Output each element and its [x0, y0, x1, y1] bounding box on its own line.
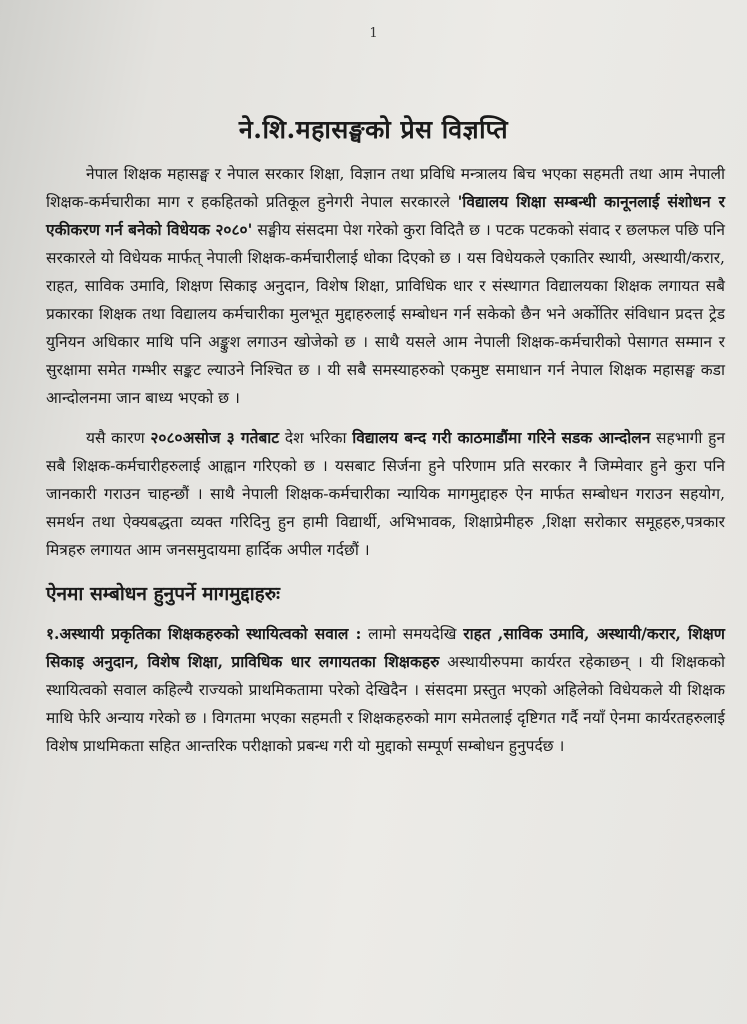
paragraph-call	[46, 424, 725, 564]
demand-item-1-text-2: अस्थायीरुपमा कार्यरत रहेकाछन् । यी शिक्षकको स्थायित्वको सवाल कहिल्यै राज्यको प्राथमिकतामा परेको देखिदैन । संसदमा प्रस्तुत भएको अहिलेको विधेयकले यी शिक्षक माथि फेरि अन्याय गरेको छ । विगतमा भएका सहमती र शिक्षकहरुको माग समेतलाई दृष्टिगत गर्दै नयाँ ऐनमा कार्यरतहरुलाई विशेष प्राथमिकता सहित आन्तरिक परीक्षाको प्रबन्ध गरी यो मुद्दाको सम्पूर्ण सम्बोधन हुनुपर्दछ ।	[46, 653, 725, 755]
demand-item-1-title: १.अस्थायी प्रकृतिका शिक्षकहरुको स्थायित्वको सवाल :	[46, 624, 362, 643]
paragraph-intro	[46, 160, 725, 412]
paragraph-intro-text-2: सङ्घीय संसदमा पेश गरेको कुरा विदितै छ । पटक पटकको संवाद र छलफल पछि पनि सरकारले यो विधेयक मार्फत् नेपाली शिक्षक-कर्मचारीलाई धोका दिएको छ । यस विधेयकले एकातिर स्थायी, अस्थायी/करार, राहत, साविक उमावि, शिक्षण सिकाइ अनुदान, विशेष शिक्षा, प्राविधिक धार र संस्थागत विद्यालयका शिक्षक लगायत सबै प्रकारका शिक्षक तथा विद्यालय कर्मचारीका मुलभूत मुद्दाहरुलाई सम्बोधन गर्न सकेको छैन भने अर्कोतिर संविधान प्रदत्त ट्रेड युनियन अधिकार माथि पनि अङ्कुश लगाउन खोजेको छ । साथै यसले आम नेपाली शिक्षक-कर्मचारीको पेसागत सम्मान र सुरक्षामा समेत गम्भीर सङ्कट ल्याउने निश्चित छ । यी सबै समस्याहरुको एकमुष्ट समाधान गर्न नेपाल शिक्षक महासङ्घ कडा आन्दोलनमा जान बाध्य भएको छ ।	[46, 221, 725, 407]
paragraph-call-text-2: देश भरिका	[279, 429, 353, 447]
demand-item-1-text: लामो समयदेखि	[361, 625, 464, 643]
page-number: 1	[369, 26, 378, 41]
page-title: ने.शि.महासङ्घको प्रेस विज्ञप्ति	[238, 115, 509, 144]
protest-description: विद्यालय बन्द गरी काठमाडौंमा गरिने सडक आन्दोलन	[352, 428, 651, 447]
paragraph-intro-text: नेपाल शिक्षक महासङ्घ र नेपाल सरकार शिक्षा, विज्ञान तथा प्रविधि मन्त्रालय बिच भएका सहमती तथा आम नेपाली शिक्षक-कर्मचारीका माग र हकहितको प्रतिकूल हुनेगरी नेपाल सरकारले	[46, 165, 725, 211]
paragraph-call-text: यसै कारण	[86, 429, 151, 447]
demands-heading: ऐनमा सम्बोधन हुनुपर्ने मागमुद्दाहरुः	[46, 583, 280, 605]
protest-date: २०८०असोज ३ गतेबाट	[150, 428, 280, 447]
bill-title: 'विद्यालय शिक्षा सम्बन्धी कानूनलाई संशोधन र एकीकरण गर्न बनेको विधेयक २०८०'	[46, 192, 725, 239]
document-body	[46, 160, 725, 760]
demand-item-1	[46, 620, 725, 760]
demand-item-1-teacher-types: राहत ,साविक उमावि, अस्थायी/करार, शिक्षण सिकाइ अनुदान, विशेष शिक्षा, प्राविधिक धार लगायतका शिक्षकहरु	[46, 624, 725, 671]
paragraph-call-text-3: सहभागी हुन सबै शिक्षक-कर्मचारीहरुलाई आह्वान गरिएको छ । यसबाट सिर्जना हुने परिणाम प्रति सरकार नै जिम्मेवार हुने कुरा पनि जानकारी गराउन चाहन्छौं । साथै नेपाली शिक्षक-कर्मचारीका न्यायिक मागमुद्दाहरु ऐन मार्फत सम्बोधन गराउन सहयोग, समर्थन तथा ऐक्यबद्धता व्यक्त गरिदिनु हुन हामी विद्यार्थी, अभिभावक, शिक्षाप्रेमीहरु ,शिक्षा सरोकार समूहहरु,पत्रकार मित्रहरु लगायत आम जनसमुदायमा हार्दिक अपील गर्दछौं ।	[46, 429, 725, 559]
